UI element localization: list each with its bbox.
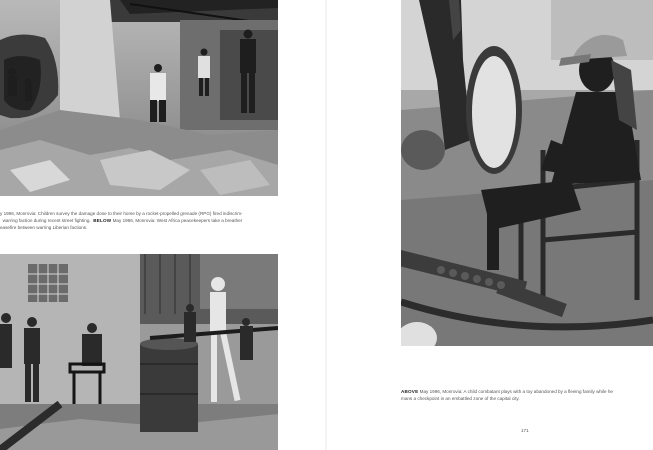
photo-child-combatant: [401, 0, 653, 346]
page-number: 171: [521, 428, 529, 433]
right-caption-line-1-text: May 1996, Monrovia: A child combatant plays with a toy abandoned by a fleeing family while he: [419, 389, 613, 394]
above-label: ABOVE: [401, 389, 419, 394]
book-gutter: [325, 0, 327, 450]
left-caption-line-3: easefire between warring Liberian factions.: [0, 225, 88, 231]
left-caption-line-2: [0, 217, 282, 224]
photo-peacekeepers-street: [0, 254, 278, 450]
left-caption: [0, 210, 282, 232]
left-caption-line-2-text: warring faction during recent street fighting.: [2, 218, 91, 224]
right-caption-line-1: [401, 388, 649, 395]
photo-children-damaged-home: [0, 0, 278, 196]
below-label: BELOW: [93, 218, 112, 224]
left-page: [0, 0, 326, 450]
left-caption-line-2-rest: May 1996, Monrovia: West Africa peacekeepers take a breather: [112, 218, 243, 224]
right-caption-line-2: mans a checkpoint in an embattled zone of the capital city.: [401, 396, 520, 402]
right-caption: [401, 388, 649, 402]
left-caption-line-1: y 1996, Monrovia: Children survey the damage done to their home by a rocket-propelled grenade (RPG) fired indiscrim-: [0, 211, 243, 216]
